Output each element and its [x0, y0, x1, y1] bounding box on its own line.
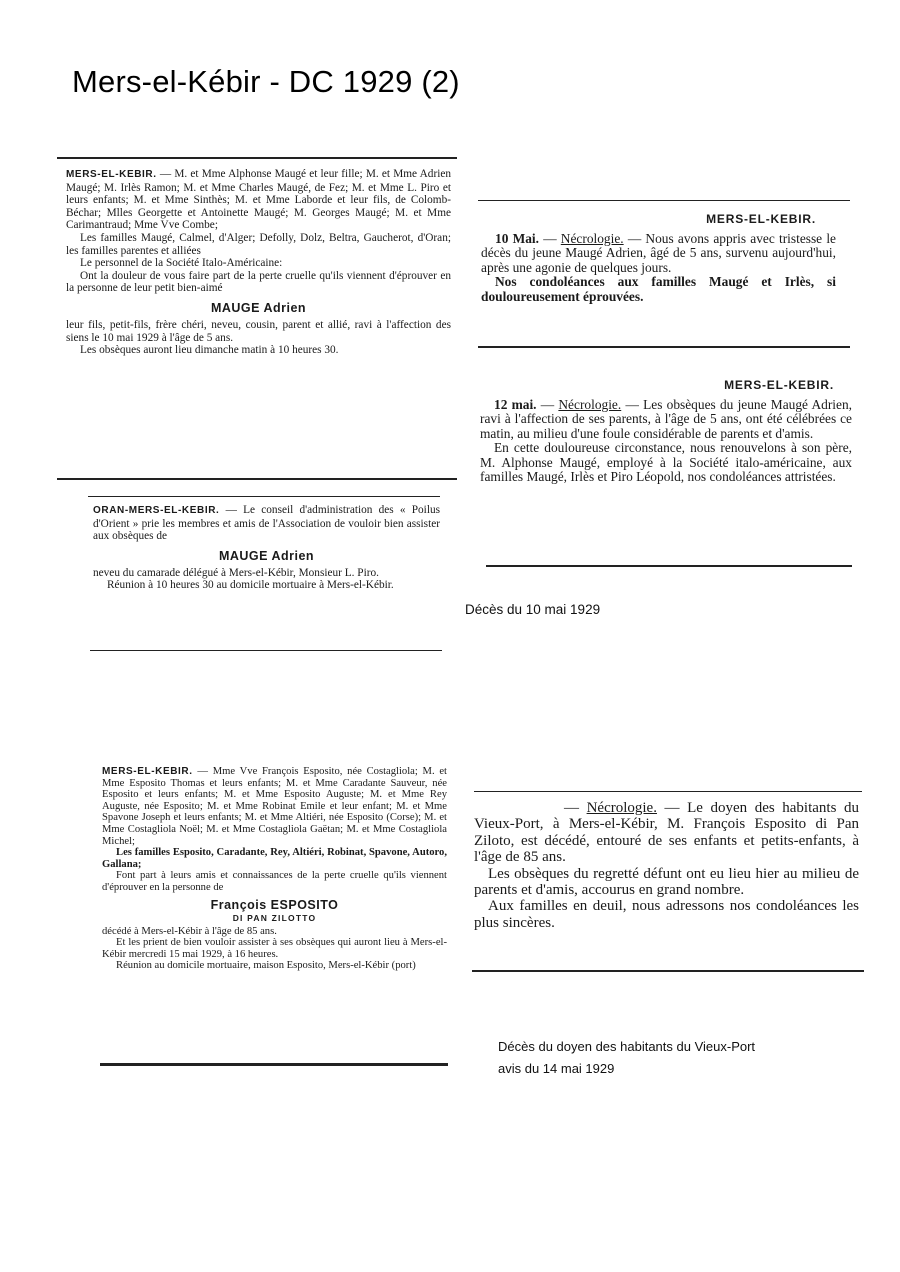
clip3-label: Nécrologie.: [560, 231, 624, 246]
clip5-header: MERS-EL-KEBIR.: [102, 766, 193, 777]
clip4-body-2: En cette douloureuse circonstance, nous renouvelons à son père, M. Alphonse Maugé, employé à la Société italo-américaine, aux familles Maugé, Irlès et Piro Léopold, nos condoléances attristées.: [480, 440, 852, 485]
clip2-notice: [93, 504, 440, 592]
clip5-deceased-subname: DI PAN ZILOTTO: [232, 912, 317, 923]
clip3-date: 10 Mai.: [495, 231, 539, 246]
clip5-body-6: Réunion au domicile mortuaire, maison Esposito, Mers-el-Kébir (port): [116, 960, 416, 972]
clip2-top-rule: [88, 496, 440, 497]
clip4-header: MERS-EL-KEBIR.: [724, 378, 834, 392]
clip5-notice: [102, 766, 447, 972]
clip1-body-4: Ont la douleur de vous faire part de la perte cruelle qu'ils viennent d'éprouver en la personne de leur petit bien-aimé: [66, 269, 451, 295]
clip1-body-1: — M. et Mme Alphonse Maugé et leur fille; M. et Mme Adrien Maugé; M. Irlès Ramon; M. et Mme Charles Maugé, de Fez; M. et Mme L. Piro et leurs enfants; M. et Mme Sinthès; M. et Mme Laborde et leur fils, de Colomb-Béchar; Mlles Georgette et Antoinette Maugé; M. Georges Maugé; M. et Mme Carimantraud; Mme Vve Combe;: [66, 168, 452, 232]
clip4-date: 12 mai.: [494, 397, 537, 412]
clip3-body-1: — Nous avons appris avec tristesse le décès du jeune Maugé Adrien, âgé de 5 ans, survenu aujourd'hui, après une agonie de quelques jours.: [481, 231, 836, 275]
clip3-notice: [481, 212, 836, 304]
clip5-paragraph-1: [102, 766, 447, 847]
clip1-body-6: Les obsèques auront lieu dimanche matin à 10 heures 30.: [80, 344, 339, 357]
clip1-top-rule: [57, 157, 457, 159]
page-title: Mers-el-Kébir - DC 1929 (2): [72, 64, 460, 99]
clip4-notice: [480, 378, 852, 484]
clip3-paragraph-1: [481, 232, 836, 275]
clip6-body-3: Aux familles en deuil, nous adressons nos condoléances les plus sincères.: [474, 898, 859, 931]
clip6-body-1: — Le doyen des habitants du Vieux-Port, à Mers-el-Kébir, M. François Esposito di Pan Ziloto, est décédé, entouré de ses enfants et petits-enfants, à l'âge de 85 ans.: [474, 800, 859, 866]
clip2-bottom-rule: [90, 650, 442, 651]
clip1-header: MERS-EL-KEBIR.: [66, 169, 157, 180]
clip4-body-1: — Les obsèques du jeune Maugé Adrien, ravi à l'affection de ses parents, à l'âge de 5 ans, ont été célébrées ce matin, au milieu d'une foule considérable de parents et d'amis.: [480, 397, 852, 441]
caption-deces-10-mai: Décès du 10 mai 1929: [465, 602, 601, 617]
clip1-bottom-rule: [57, 478, 457, 480]
clip6-dash: —: [564, 800, 587, 816]
caption-doyen-line-2: avis du 14 mai 1929: [498, 1061, 615, 1076]
clip5-body-5: Et les prient de bien vouloir assister à ses obsèques qui auront lieu à Mers-el-Kébir mercredi 15 mai 1929, à 16 heures.: [102, 937, 447, 960]
clip3-top-rule: [478, 200, 850, 201]
clip2-header: ORAN-MERS-EL-KEBIR.: [93, 505, 220, 516]
clip5-body-4: décédé à Mers-el-Kébir à l'âge de 85 ans.: [102, 925, 277, 937]
clip4-bottom-rule: [486, 565, 852, 567]
clip5-body-3: Font part à leurs amis et connaissances de la perte cruelle qu'ils viennent d'éprouver en la personne de: [102, 870, 447, 893]
clip6-notice: [474, 800, 859, 931]
clip1-body-2: Les familles Maugé, Calmel, d'Alger; Defolly, Dolz, Beltra, Gaucherot, d'Oran; les familles parentes et alliées: [66, 231, 451, 257]
clip4-dash: —: [536, 397, 559, 412]
clip4-paragraph-1: [480, 398, 852, 441]
clip5-body-1: — Mme Vve François Esposito, née Costagliola; M. et Mme Esposito Thomas et leurs enfants; M. et Mme Caradante Sauveur, née Esposito et leurs enfants; M. et Mme Esposito Auguste; M. et Mme Rey Auguste, née Esposito; M. et Mme Robinat Emile et leur enfant; M. et Mme Spavone Joseph et leurs enfants; M. et Mme Altiéri, née Esposito (Corse); M. et Mme Costagliola Noël; M. et Mme Costagliola Gaëtan; M. et Mme Costagliola Michel;: [102, 766, 447, 847]
clip5-deceased-name: François ESPOSITO: [210, 897, 339, 912]
clip2-deceased-name: MAUGE Adrien: [218, 548, 315, 563]
clip2-body-1: — Le conseil d'administration des « Poilus d'Orient » prie les membres et amis de l'Association de vouloir bien assister aux obsèques de: [93, 504, 441, 543]
clip2-body-3: Réunion à 10 heures 30 au domicile mortuaire à Mers-el-Kébir.: [107, 579, 394, 592]
clip2-paragraph-1: [93, 504, 440, 543]
clip3-body-2: Nos condoléances aux familles Maugé et Irlès, si douloureusement éprouvées.: [481, 274, 836, 304]
clip3-header: MERS-EL-KEBIR.: [706, 212, 816, 226]
clip4-label: Nécrologie.: [558, 397, 622, 412]
clip6-body-2: Les obsèques du regretté défunt ont eu lieu hier au milieu de parents et d'amis, accourus en grand nombre.: [474, 865, 859, 899]
clip1-body-5: leur fils, petit-fils, frère chéri, neveu, cousin, parent et allié, ravi à l'affection des siens le 10 mai 1929 à l'âge de 5 ans.: [66, 318, 451, 344]
clip1-deceased-name: MAUGE Adrien: [210, 300, 307, 315]
caption-deces-doyen: [498, 1036, 755, 1080]
clip6-bottom-rule: [472, 970, 864, 972]
clip3-bottom-rule: [478, 346, 850, 348]
clip3-dash: —: [539, 231, 561, 246]
clip5-bottom-rule: [100, 1063, 448, 1066]
clip5-body-2: Les familles Esposito, Caradante, Rey, Altiéri, Robinat, Spavone, Autoro, Gallana;: [102, 847, 447, 870]
clip1-body-3: Le personnel de la Société Italo-Américaine:: [80, 257, 283, 270]
clip6-label: Nécrologie.: [586, 800, 657, 816]
caption-doyen-line-1: Décès du doyen des habitants du Vieux-Port: [498, 1039, 756, 1054]
clip6-top-rule: [474, 791, 862, 792]
clip2-body-2: neveu du camarade délégué à Mers-el-Kébir, Monsieur L. Piro.: [93, 566, 379, 579]
clip1-notice: [66, 168, 451, 357]
clip6-paragraph-1: [474, 800, 859, 866]
clip1-paragraph-1: [66, 168, 451, 232]
